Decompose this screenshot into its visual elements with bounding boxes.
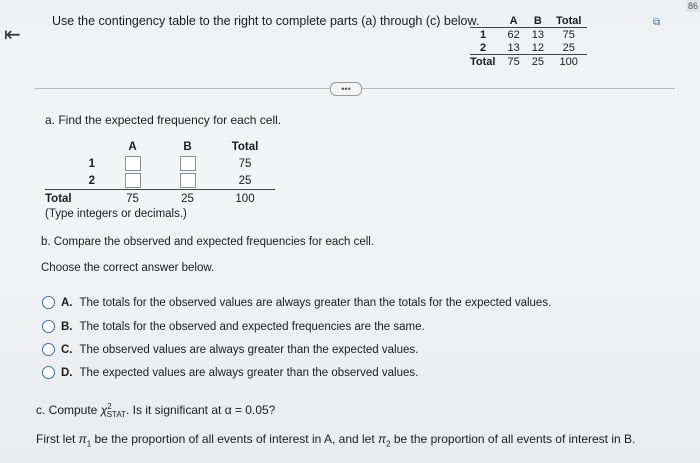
radio-d[interactable] [42, 366, 55, 379]
option-text: The expected values are always greater than the observed values. [79, 366, 419, 379]
back-arrow-icon[interactable]: ⇤ [4, 24, 21, 46]
et-row-label: 1 [88, 157, 95, 170]
et-header-b: B [183, 140, 192, 153]
et-total-grand: 100 [215, 190, 275, 208]
ct-cell: 13 [531, 28, 544, 41]
et-row-label: 2 [88, 174, 95, 187]
ct-header-b: B [526, 14, 550, 28]
expected-input-2b[interactable] [180, 173, 196, 188]
contingency-table [470, 14, 587, 68]
option-letter: B. [61, 320, 73, 333]
ct-cell: 25 [526, 55, 550, 69]
et-total-row [45, 190, 275, 208]
expected-input-1b[interactable] [180, 156, 196, 171]
ct-cell: 12 [531, 41, 544, 54]
ct-header-blank [470, 14, 501, 28]
et-row-total: 25 [238, 174, 252, 187]
option-text: The observed values are always greater than the expected values. [79, 343, 419, 356]
option-d[interactable] [42, 366, 418, 379]
chi-subscript: STAT [106, 410, 126, 420]
et-row-2 [45, 172, 275, 190]
part-c-prompt [36, 402, 275, 419]
expected-table [45, 138, 275, 207]
choose-instruction: Choose the correct answer below. [41, 262, 215, 274]
option-letter: C. [61, 343, 73, 356]
ct-header-a: A [501, 14, 525, 28]
expected-input-2a[interactable] [125, 173, 141, 188]
ct-cell: 25 [562, 41, 575, 54]
ct-row-2 [470, 41, 587, 55]
text-fragment: be the proportion of all events of interest in A, and let [91, 432, 379, 446]
ct-cell: 13 [507, 41, 520, 54]
part-b-prompt: b. Compare the observed and expected frequencies for each cell. [41, 236, 375, 248]
option-letter: A. [61, 296, 73, 309]
expected-input-1a[interactable] [125, 156, 141, 171]
first-let-text [36, 432, 635, 448]
radio-a[interactable] [42, 296, 55, 309]
et-row-1 [45, 155, 275, 172]
copy-table-icon[interactable]: ⧉ [653, 17, 661, 28]
chi-symbol: χ [100, 403, 108, 417]
option-text: The totals for the observed and expected frequencies are the same. [79, 320, 425, 333]
radio-b[interactable] [42, 320, 55, 333]
part-c-suffix: . Is it significant at α = 0.05? [125, 403, 276, 417]
et-total-a: 75 [105, 190, 160, 208]
et-header-blank [45, 138, 105, 155]
chi-superscript: 2 [107, 402, 112, 411]
et-row-total: 75 [238, 157, 252, 170]
text-fragment: be the proportion of all events of interest in B. [390, 432, 636, 446]
ct-row-label: 2 [480, 41, 487, 54]
et-header-a: A [128, 140, 137, 153]
intro-text: Use the contingency table to the right to complete parts (a) through (c) below. [52, 14, 480, 28]
option-b[interactable] [42, 320, 425, 333]
option-c[interactable] [42, 343, 418, 356]
input-hint: (Type integers or decimals.) [45, 208, 187, 220]
ct-row-label: Total [470, 55, 501, 69]
expand-handle-icon[interactable]: ••• [330, 82, 362, 96]
part-a-prompt: a. Find the expected frequency for each cell. [45, 113, 282, 127]
ct-total-row [470, 55, 587, 69]
et-total-label: Total [45, 190, 105, 208]
text-fragment: First let [36, 432, 79, 446]
et-header-total: Total [231, 140, 259, 153]
pi-subscript: 2 [386, 439, 391, 449]
ct-header-total: Total [550, 14, 587, 28]
part-c-prefix: c. Compute [36, 403, 101, 417]
ct-cell: 75 [501, 55, 525, 69]
option-a[interactable] [42, 296, 551, 309]
ct-row-label: 1 [480, 28, 487, 41]
option-letter: D. [61, 366, 73, 379]
pi-symbol: π [378, 432, 387, 446]
ct-row-1 [470, 28, 587, 42]
option-text: The totals for the observed values are always greater than the totals for the expected values. [79, 296, 552, 309]
pi-subscript: 1 [86, 439, 92, 449]
ct-cell: 62 [507, 28, 520, 41]
corner-badge: 86 [687, 1, 698, 11]
radio-c[interactable] [42, 343, 55, 356]
ct-cell: 75 [562, 28, 575, 41]
ct-cell: 100 [550, 55, 587, 69]
et-total-b: 25 [160, 190, 215, 208]
pi-symbol: π [78, 432, 87, 446]
